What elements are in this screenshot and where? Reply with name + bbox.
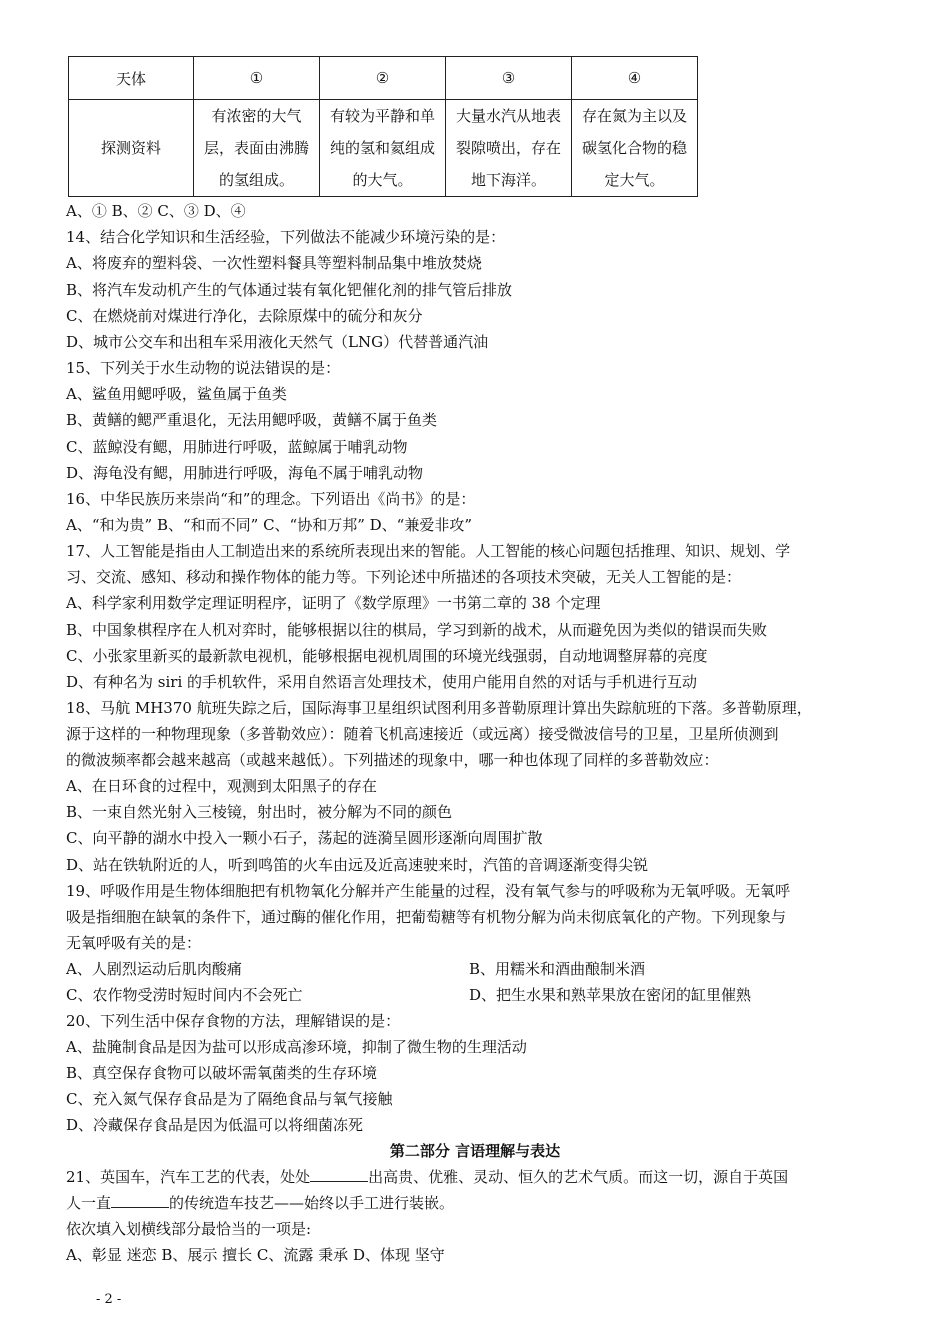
q21-text: 21、英国车，汽车工艺的代表，处处 xyxy=(66,1168,311,1186)
text-line: 无氧呼吸有关的是： xyxy=(66,934,202,952)
celestial-probe-table xyxy=(68,56,698,197)
text-line: 的微波频率都会越来越高（或越来越低）。下列描述的现象中，哪一种也体现了同样的多普勒效应： xyxy=(66,751,719,769)
table-header-cell: ④ xyxy=(572,57,698,100)
fill-blank xyxy=(310,1167,368,1182)
text-line: C、在燃烧前对煤进行净化，去除原煤中的硫分和灰分 xyxy=(66,307,423,325)
text-line: D、海龟没有鳃，用肺进行呼吸，海龟不属于哺乳动物 xyxy=(66,464,424,482)
page-number: - 2 - xyxy=(96,1292,122,1307)
cell-line: 有浓密的大气 xyxy=(211,107,302,125)
text-line: 19、呼吸作用是生物体细胞把有机物氧化分解并产生能量的过程，没有氧气参与的呼吸称为无氧呼吸。无氧呼 xyxy=(66,882,791,900)
text-line: 18、马航 MH370 航班失踪之后，国际海事卫星组织试图利用多普勒原理计算出失踪航班的下落。多普勒原理， xyxy=(66,699,812,717)
q21-text: 出高贵、优雅、灵动、恒久的艺术气质。而这一切，源自于英国 xyxy=(368,1168,789,1186)
text-line: B、将汽车发动机产生的气体通过装有氧化钯催化剂的排气管后排放 xyxy=(66,281,513,299)
table-header-cell: ② xyxy=(320,57,446,100)
text-line: A、① B、② C、③ D、④ xyxy=(66,202,246,220)
cell-line: 地下海洋。 xyxy=(470,171,546,189)
text-line: A、鲨鱼用鳃呼吸，鲨鱼属于鱼类 xyxy=(66,385,287,403)
text-line: C、充入氮气保存食品是为了隔绝食品与氧气接触 xyxy=(66,1090,393,1108)
q21-options: A、彰显 迷恋 B、展示 擅长 C、流露 秉承 D、体现 坚守 xyxy=(66,1246,445,1264)
text-line: 吸是指细胞在缺氧的条件下，通过酶的催化作用，把葡萄糖等有机物分解为尚未彻底氧化的产物。下列现象与 xyxy=(66,908,787,926)
cell-line: 有较为平静和单 xyxy=(329,107,435,125)
table-cell xyxy=(572,100,698,197)
cell-line: 的氢组成。 xyxy=(218,171,294,189)
text-line: B、一束自然光射入三棱镜，射出时，被分解为不同的颜色 xyxy=(66,803,453,821)
q21-text: 的传统造车技艺——始终以手工进行装嵌。 xyxy=(169,1194,455,1212)
text-line: C、向平静的湖水中投入一颗小石子，荡起的涟漪呈圆形逐渐向周围扩散 xyxy=(66,829,543,847)
cell-line: 层，表面由沸腾 xyxy=(203,139,309,157)
text-line: 17、人工智能是指由人工制造出来的系统所表现出来的智能。人工智能的核心问题包括推理、知识、规划、学 xyxy=(66,542,791,560)
cell-line: 纯的氢和氦组成 xyxy=(329,139,435,157)
cell-line: 碳氢化合物的稳 xyxy=(581,139,687,157)
q21-line-1 xyxy=(66,1167,788,1187)
cell-line: 定大气。 xyxy=(604,171,665,189)
text-line: 20、下列生活中保存食物的方法，理解错误的是： xyxy=(66,1012,401,1030)
text-line: 14、结合化学知识和生活经验，下列做法不能减少环境污染的是： xyxy=(66,228,506,246)
text-line: A、将废弃的塑料袋、一次性塑料餐具等塑料制品集中堆放焚烧 xyxy=(66,254,482,272)
fill-blank xyxy=(111,1193,169,1208)
cell-line: 存在氮为主以及 xyxy=(581,107,687,125)
option-d: D、把生水果和熟苹果放在密闭的缸里催熟 xyxy=(469,986,752,1004)
option-c: C、农作物受涝时短时间内不会死亡 xyxy=(66,986,303,1004)
cell-line: 裂隙喷出，存在 xyxy=(455,139,561,157)
table-cell xyxy=(194,100,320,197)
text-line: D、站在铁轨附近的人，听到鸣笛的火车由远及近高速驶来时，汽笛的音调逐渐变得尖锐 xyxy=(66,856,649,874)
text-line: A、盐腌制食品是因为盐可以形成高渗环境，抑制了微生物的生理活动 xyxy=(66,1038,527,1056)
text-line: D、冷藏保存食品是因为低温可以将细菌冻死 xyxy=(66,1116,364,1134)
cell-line: 的大气。 xyxy=(352,171,413,189)
q21-text: 人一直 xyxy=(66,1194,112,1212)
option-b: B、用糯米和酒曲酿制米酒 xyxy=(469,960,646,978)
cell-line: 大量水汽从地表 xyxy=(455,107,561,125)
q21-line-2 xyxy=(66,1193,454,1213)
text-line: C、小张家里新买的最新款电视机，能够根据电视机周围的环境光线强弱，自动地调整屏幕的亮度 xyxy=(66,647,708,665)
text-line: D、城市公交车和出租车采用液化天然气（LNG）代替普通汽油 xyxy=(66,333,489,351)
text-line: C、蓝鲸没有鳃，用肺进行呼吸，蓝鲸属于哺乳动物 xyxy=(66,438,408,456)
text-line: 源于这样的一种物理现象（多普勒效应）：随着飞机高速接近（或远离）接受微波信号的卫星，卫星所侦测到 xyxy=(66,725,779,743)
table-header-cell: ① xyxy=(194,57,320,100)
text-line: A、“和为贵” B、“和而不同” C、“协和万邦” D、“兼爱非攻” xyxy=(66,516,473,534)
table-header-cell: ③ xyxy=(446,57,572,100)
table-cell xyxy=(320,100,446,197)
text-line: B、黄鳝的鳃严重退化，无法用鳃呼吸，黄鳝不属于鱼类 xyxy=(66,411,438,429)
text-line: B、真空保存食物可以破坏需氧菌类的生存环境 xyxy=(66,1064,378,1082)
option-a: A、人剧烈运动后肌肉酸痛 xyxy=(66,960,242,978)
q21-line-3: 依次填入划横线部分最恰当的一项是: xyxy=(66,1220,312,1238)
section-heading: 第二部分 言语理解与表达 xyxy=(389,1142,561,1160)
table-header-cell: 天体 xyxy=(69,57,194,100)
table-cell xyxy=(446,100,572,197)
text-line: A、在日环食的过程中，观测到太阳黑子的存在 xyxy=(66,777,377,795)
text-line: A、科学家利用数学定理证明程序，证明了《数学原理》一书第二章的 38 个定理 xyxy=(66,594,601,612)
text-line: D、有种名为 siri 的手机软件，采用自然语言处理技术，使用户能用自然的对话与手机进行互动 xyxy=(66,673,698,691)
table-row xyxy=(69,100,698,197)
text-line: B、中国象棋程序在人机对弈时，能够根据以往的棋局，学习到新的战术，从而避免因为类似的错误而失败 xyxy=(66,621,768,639)
text-line: 习、交流、感知、移动和操作物体的能力等。下列论述中所描述的各项技术突破，无关人工智能的是： xyxy=(66,568,742,586)
table-header-row xyxy=(69,57,698,100)
table-row-label: 探测资料 xyxy=(69,100,194,197)
text-line: 15、下列关于水生动物的说法错误的是： xyxy=(66,359,341,377)
text-line: 16、中华民族历来崇尚“和”的理念。下列语出《尚书》的是： xyxy=(66,490,476,508)
